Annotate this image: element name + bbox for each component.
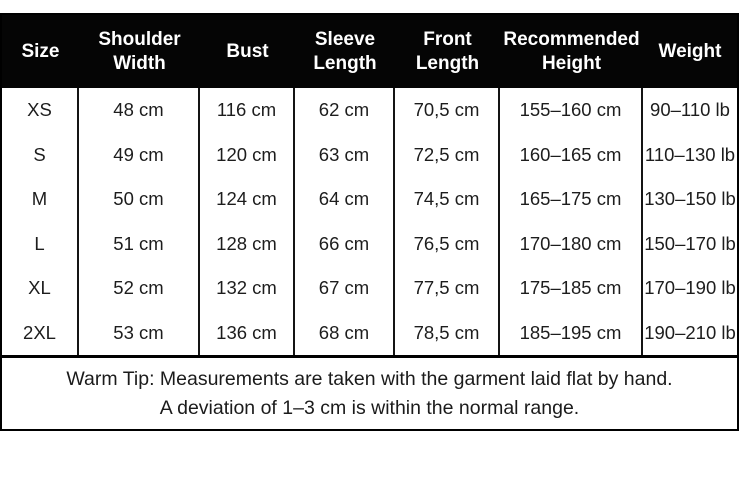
- cell-size: XS: [2, 88, 79, 133]
- cell-front-length: 70,5 cm: [395, 88, 500, 133]
- header-weight: Weight: [658, 40, 722, 62]
- cell-shoulder-width: 50 cm: [79, 177, 200, 222]
- table-row: [2, 222, 737, 267]
- cell-shoulder-width: 51 cm: [79, 222, 200, 267]
- cell-sleeve-length: 66 cm: [295, 222, 395, 267]
- table-row: [2, 177, 737, 222]
- table-row: [2, 133, 737, 178]
- table-body: [2, 88, 737, 355]
- header-bust: Bust: [226, 40, 269, 62]
- cell-weight: 90–110 lb: [650, 99, 730, 121]
- cell-weight: 110–130 lb: [644, 143, 736, 165]
- cell-weight: 150–170 lb: [644, 232, 736, 254]
- cell-recommended-height: 160–165 cm: [500, 133, 643, 178]
- cell-front-length: 77,5 cm: [395, 266, 500, 311]
- cell-bust: 136 cm: [200, 311, 295, 356]
- cell-bust: 128 cm: [200, 222, 295, 267]
- header-recommended-height: Recommended Height: [503, 28, 640, 74]
- cell-sleeve-length: 67 cm: [295, 266, 395, 311]
- cell-front-length: 76,5 cm: [395, 222, 500, 267]
- cell-bust: 116 cm: [200, 88, 295, 133]
- table-row: [2, 311, 737, 356]
- cell-sleeve-length: 68 cm: [295, 311, 395, 356]
- cell-front-length: 78,5 cm: [395, 311, 500, 356]
- cell-size: M: [2, 177, 79, 222]
- cell-sleeve-length: 62 cm: [295, 88, 395, 133]
- table-row: [2, 266, 737, 311]
- cell-bust: 124 cm: [200, 177, 295, 222]
- table-row: [2, 88, 737, 133]
- cell-weight: 170–190 lb: [644, 277, 736, 299]
- cell-size: 2XL: [2, 311, 79, 356]
- cell-sleeve-length: 64 cm: [295, 177, 395, 222]
- cell-size: XL: [2, 266, 79, 311]
- cell-recommended-height: 170–180 cm: [500, 222, 643, 267]
- cell-recommended-height: 185–195 cm: [500, 311, 643, 356]
- header-sleeve-length: Sleeve Length: [313, 28, 377, 74]
- cell-shoulder-width: 52 cm: [79, 266, 200, 311]
- table-header-row: [2, 15, 737, 88]
- warm-tip-note: [2, 355, 737, 429]
- cell-weight: 130–150 lb: [644, 188, 736, 210]
- cell-shoulder-width: 53 cm: [79, 311, 200, 356]
- cell-sleeve-length: 63 cm: [295, 133, 395, 178]
- cell-bust: 132 cm: [200, 266, 295, 311]
- header-shoulder-width: Shoulder Width: [98, 28, 181, 74]
- cell-size: L: [2, 222, 79, 267]
- cell-weight: 190–210 lb: [644, 321, 736, 343]
- cell-recommended-height: 175–185 cm: [500, 266, 643, 311]
- cell-bust: 120 cm: [200, 133, 295, 178]
- warm-tip-line-1: Warm Tip: Measurements are taken with the garment laid flat by hand.: [66, 368, 673, 391]
- cell-recommended-height: 155–160 cm: [500, 88, 643, 133]
- cell-front-length: 72,5 cm: [395, 133, 500, 178]
- cell-recommended-height: 165–175 cm: [500, 177, 643, 222]
- cell-shoulder-width: 48 cm: [79, 88, 200, 133]
- size-chart-table: [0, 13, 739, 431]
- warm-tip-line-2: A deviation of 1–3 cm is within the normal range.: [159, 396, 580, 419]
- header-front-length: Front Length: [415, 28, 480, 74]
- header-size: Size: [21, 40, 60, 62]
- cell-size: S: [2, 133, 79, 178]
- cell-front-length: 74,5 cm: [395, 177, 500, 222]
- cell-shoulder-width: 49 cm: [79, 133, 200, 178]
